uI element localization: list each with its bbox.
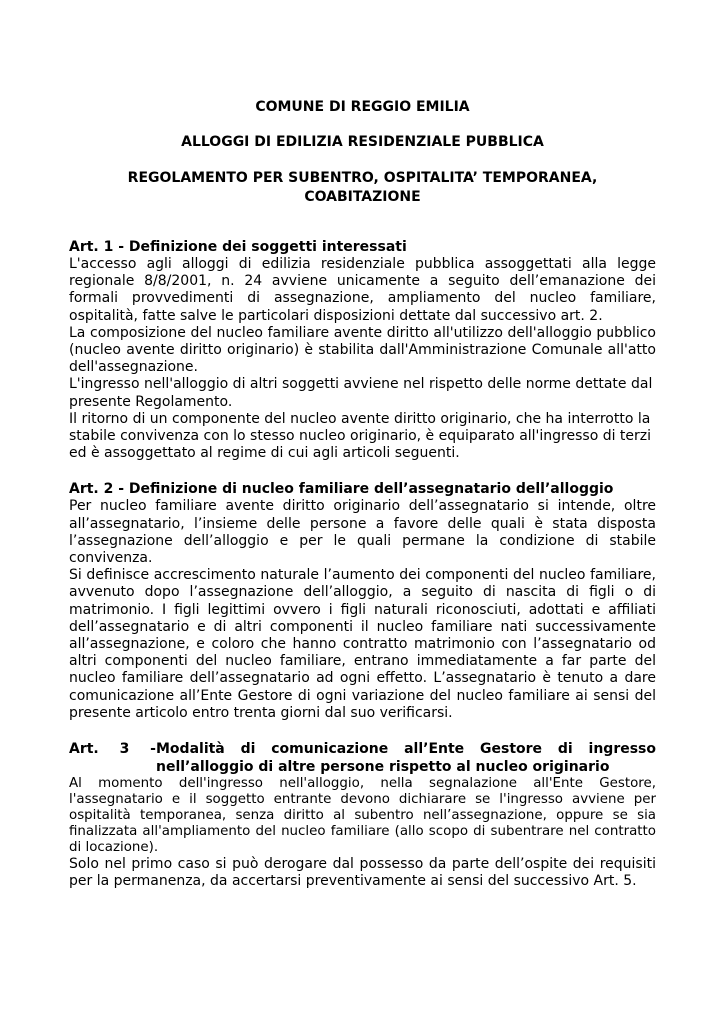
- article-1-heading: Art. 1 - Definizione dei soggetti interessati: [69, 239, 407, 255]
- article-3-heading: [69, 740, 656, 776]
- article-1: [69, 238, 656, 462]
- article-2-paragraph-2: Si definisce accrescimento naturale l’aumento dei componenti del nucleo familiare, avvenuto dopo l’assegnazione dell’alloggio, a seguito di nascita di figli o di matrimonio. I figli legittimi ovvero i figli naturali riconosciuti, adottati e affiliati dell’assegnatario e di altri componenti il nucleo familiare nati successivamente all’assegnazione, e coloro che hanno contratto matrimonio con l’assegnatario od altri componenti del nucleo familiare, entrano immediatamente a far parte del nucleo familiare dell’assegnatario ad ogni effetto. L’assegnatario è tenuto a dare comunicazione all’Ente Gestore di ogni variazione del nucleo familiare ai sensi del presente articolo entro trenta giorni dal suo verificarsi.: [69, 567, 656, 721]
- subject-title: ALLOGGI DI EDILIZIA RESIDENZIALE PUBBLICA: [181, 134, 544, 150]
- article-3: [69, 740, 656, 890]
- regulation-title-line1: REGOLAMENTO PER SUBENTRO, OSPITALITA’ TEMPORANEA,: [127, 170, 598, 186]
- article-1-paragraph-2: La composizione del nucleo familiare avente diritto all'utilizzo dell'alloggio pubblico (nucleo avente diritto originario) è stabilita dall'Amministrazione Comunale all'atto dell'assegnazione.: [69, 324, 656, 376]
- municipality-title: COMUNE DI REGGIO EMILIA: [255, 99, 470, 115]
- article-2-heading: Art. 2 - Definizione di nucleo familiare dell’assegnatario dell’alloggio: [69, 481, 614, 498]
- article-3-heading-line2: nell’alloggio di altre persone rispetto al nucleo originario: [156, 759, 610, 776]
- article-1-paragraph-4: Il ritorno di un componente del nucleo avente diritto originario, che ha interrotto la stabile convivenza con lo stesso nucleo originario, è equiparato all'ingresso di terzi ed è assoggettato al regime di cui agli articoli seguenti.: [69, 410, 652, 462]
- article-3-paragraph-1: Al momento dell'ingresso nell'alloggio, nella segnalazione all'Ente Gestore, l'assegnatario e il soggetto entrante devono dichiarare se l'ingresso avviene per ospitalità temporanea, senza diritto al subentro nell’assegnazione, oppure se sia finalizzata all'ampliamento del nucleo familiare (allo scopo di subentrare nel contratto di locazione).: [69, 776, 656, 856]
- article-1-paragraph-3: L'ingresso nell'alloggio di altri soggetti avviene nel rispetto delle norme dettate dal presente Regolamento.: [69, 376, 653, 410]
- article-3-paragraph-2: Solo nel primo caso si può derogare dal possesso da parte dell’ospite dei requisiti per la permanenza, da accertarsi preventivamente ai sensi del successivo Art. 5.: [69, 856, 656, 890]
- article-2: [69, 480, 656, 722]
- regulation-title-line2: COABITAZIONE: [304, 189, 421, 205]
- article-3-heading-line1: Modalità di comunicazione all’Ente Gestore di ingresso: [156, 741, 656, 758]
- document-page: [69, 98, 656, 890]
- article-2-paragraph-1: Per nucleo familiare avente diritto originario dell’assegnatario si intende, oltre all’assegnatario, l’insieme delle persone a favore delle quali è stata disposta l’assegnazione dell’alloggio e per le quali permane la condizione di stabile convivenza.: [69, 498, 656, 567]
- article-1-paragraph-1: L'accesso agli alloggi di edilizia residenziale pubblica assoggettati alla legge regionale 8/8/2001, n. 24 avviene unicamente a seguito dell’emanazione dei formali provvedimenti di assegnazione, ampliamento del nucleo familiare, ospitalità, fatte salve le particolari disposizioni dettate dal successivo art. 2.: [69, 256, 656, 324]
- article-3-number: Art. 3 -: [69, 741, 156, 758]
